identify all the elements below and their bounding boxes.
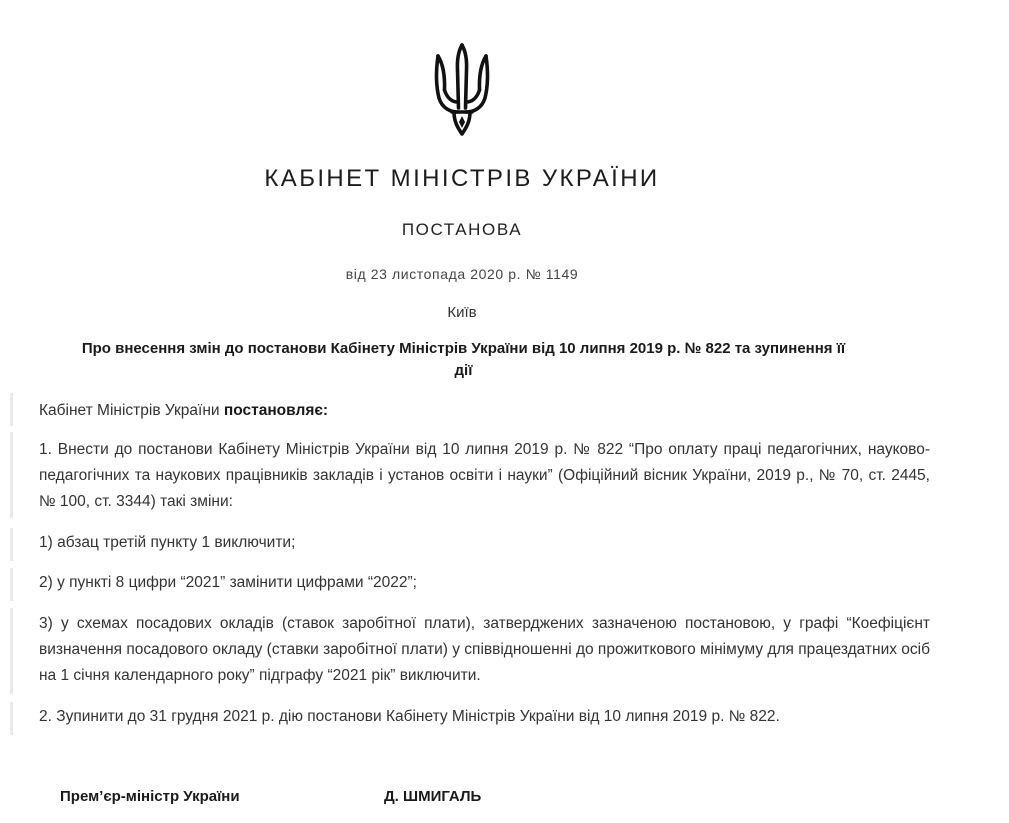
- paragraph-1-2-text: 2) у пункті 8 цифри “2021” замінити цифрами “2022”;: [39, 574, 417, 591]
- paragraph-1: [39, 437, 930, 515]
- document-subject: Про внесення змін до постанови Кабінету Міністрів України від 10 липня 2019 р. № 822 та зупинення її дії: [81, 340, 846, 379]
- paragraph-1-3: [39, 611, 930, 689]
- paragraph-rule: [10, 568, 13, 601]
- intro-text: Кабінет Міністрів України: [39, 402, 224, 419]
- paragraph-1-text: 1. Внести до постанови Кабінету Міністрів України від 10 липня 2019 р. № 822 “Про оплату праці педагогічних, науково-педагогічних та наукових працівників закладів і установ освіти і науки” (Офіційний вісник України, 2019 р., № 70, ст. 2445, № 100, ст. 3344) такі зміни:: [39, 441, 930, 510]
- paragraph-rule: [10, 528, 13, 561]
- document-city: Київ: [447, 304, 477, 321]
- intro-decree: постановляє:: [223, 402, 329, 419]
- paragraph-1-1: [39, 530, 930, 556]
- paragraph-rule: [10, 608, 13, 694]
- paragraph-1-1-text: 1) абзац третій пункту 1 виключити;: [39, 534, 296, 551]
- document-date: від 23 листопада 2020 р. № 1149: [345, 266, 579, 282]
- document-body: [10, 0, 930, 823]
- paragraph-2: [39, 704, 930, 730]
- paragraph-rule: [10, 393, 13, 426]
- paragraph-rule: [10, 432, 13, 518]
- document-type: ПОСТАНОВА: [401, 220, 523, 239]
- paragraph-1-2: [39, 570, 930, 596]
- signatory-position: Прем’єр-міністр України: [60, 788, 240, 805]
- paragraph-rule: [10, 702, 13, 735]
- intro-paragraph: [39, 398, 930, 424]
- signatory-name: Д. ШМИГАЛЬ: [384, 788, 482, 805]
- paragraph-2-text: 2. Зупинити до 31 грудня 2021 р. дію постанови Кабінету Міністрів України від 10 липня 2019 р. № 822.: [39, 708, 780, 725]
- organization-title: КАБІНЕТ МІНІСТРІВ УКРАЇНИ: [264, 165, 660, 192]
- paragraph-1-3-text: 3) у схемах посадових окладів (ставок заробітної плати), затверджених зазначеною постановою, у графі “Коефіцієнт визначення посадового окладу (ставки заробітної плати) у співвідношенні до прожиткового мінімуму для працездатних осіб на 1 січня календарного року” підграфу “2021 рік” виключити.: [39, 615, 930, 684]
